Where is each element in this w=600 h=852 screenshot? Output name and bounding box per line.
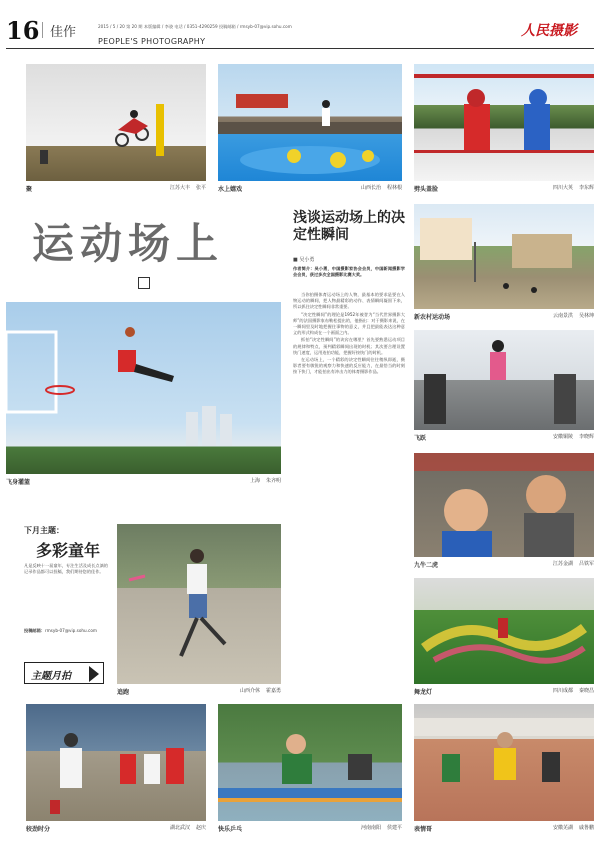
article-paragraph: “决定性瞬间”的理论是1952年被誉为“当代世界摄影大师”的法国摄影家布勒松提出的，他指出：对于摄影来说，在一瞬间里及时地把握住事物的意义，并且把最能表达这种意义的形式构成在一个画面之内。 — [293, 311, 405, 336]
photo-boxing — [414, 64, 594, 181]
badge-arrow — [89, 666, 99, 682]
photo-water-play — [218, 64, 402, 181]
section-name: 佳作 — [50, 25, 77, 40]
caption-photo-2: 水上嬉戏 山西长治 程林根 — [218, 185, 402, 193]
paper-logo: 人民摄影 — [521, 23, 577, 39]
page-header — [0, 0, 600, 58]
page-number: 16 — [6, 16, 40, 45]
caption-photo-3: 劈头盖脸 四川大英 李东辉 — [414, 185, 594, 193]
caption-photo-11: 快乐乒乓 河南南阳 侯建平 — [218, 825, 402, 833]
caption-photo-1: 聚 江苏大丰 张平 — [26, 185, 206, 193]
feature-title: 运动场上 — [32, 219, 225, 268]
article-paragraph: 当你拍摄体育运动场上的人物，最基本的要求是要在人物运动的瞬间，把人物最精彩的动作、表情瞬间凝固下来，所以抓住决定性瞬间非常重要。 — [293, 292, 405, 310]
header-rule — [6, 48, 594, 49]
caption-photo-4: 新农村运动场 云南景洪 吴林坤 — [414, 313, 594, 321]
article-body — [293, 292, 405, 700]
article-byline: ■ 吴小勇 — [293, 257, 315, 263]
article-title: 浅谈运动场上的决定性瞬间 — [293, 210, 405, 243]
caption-photo-10: 较劲时分 湖北武汉 赵庆 — [26, 825, 206, 833]
next-theme-title: 多彩童年 — [36, 541, 101, 560]
caption-photo-8: 追跑 山西介休 霍嘉勇 — [117, 688, 281, 696]
article-paragraph: 在运动场上，一个精彩的决定性瞬间往往稍纵即逝，摄影者要有敏锐的观察力和快速的反应能力，在最恰当的时刻按下快门，才能拍出有冲击力的体育摄影作品。 — [293, 357, 405, 375]
caption-photo-9: 舞龙灯 四川成都 秦晓昌 — [414, 688, 594, 696]
photo-motocross — [26, 64, 206, 181]
photo-slam-dunk — [6, 302, 281, 474]
header-divider — [42, 22, 43, 38]
photo-high-jump — [414, 330, 594, 430]
next-theme-label: 下月主题： — [24, 526, 64, 535]
caption-photo-12: 表情哥 安徽芜湖 戚鲁鹏 — [414, 825, 594, 833]
photo-dragon-dance — [414, 578, 594, 684]
caption-photo-7: 九牛二虎 江苏金湖 吕铁军 — [414, 561, 594, 569]
next-theme-text: 凡是反映十一届童年，专注生活及成长点滴的记录作品都可以投稿，我们期待您的佳作。 — [24, 563, 108, 575]
photo-tug-moment — [26, 704, 206, 821]
caption-photo-6: 飞跃 安徽铜陵 李晓辉 — [414, 434, 594, 442]
photo-expression — [414, 704, 594, 821]
paper-name: PEOPLE'S PHOTOGRAPHY — [98, 37, 206, 46]
author-intro: 作者简介：吴小勇，中国摄影家协会会员，中国新闻摄影学会会员，获过多次全国摄影比赛大奖。 — [293, 266, 405, 278]
photo-chasing — [117, 524, 281, 684]
photo-ping-pong — [218, 704, 402, 821]
caption-photo-5: 飞身灌篮 上海 朱齐明 — [6, 478, 281, 486]
feature-mark-icon — [138, 277, 150, 289]
theme-month-badge — [24, 662, 104, 684]
email-line: 投稿邮箱：rmsyb-07@vip.sohu.com — [24, 628, 97, 633]
issue-info: 2015 / 5 / 20 第 20 期 本版编辑 / 李骁 电话 / 0351-4290259 投稿邮箱 / rmsyb-07@vip.sohu.com — [98, 24, 292, 29]
photo-tug-of-war — [414, 453, 594, 557]
article-paragraph: 抓拍“决定性瞬间”的诀窍在哪里？首先要熟悉运动项目的规律和特点，预判精彩瞬间出现的时机；其次要合理设置快门速度，运用连拍功能，把握好按快门的时机。 — [293, 337, 405, 355]
badge-label: 主题月拍 — [31, 671, 71, 682]
photo-village-court — [414, 204, 594, 309]
